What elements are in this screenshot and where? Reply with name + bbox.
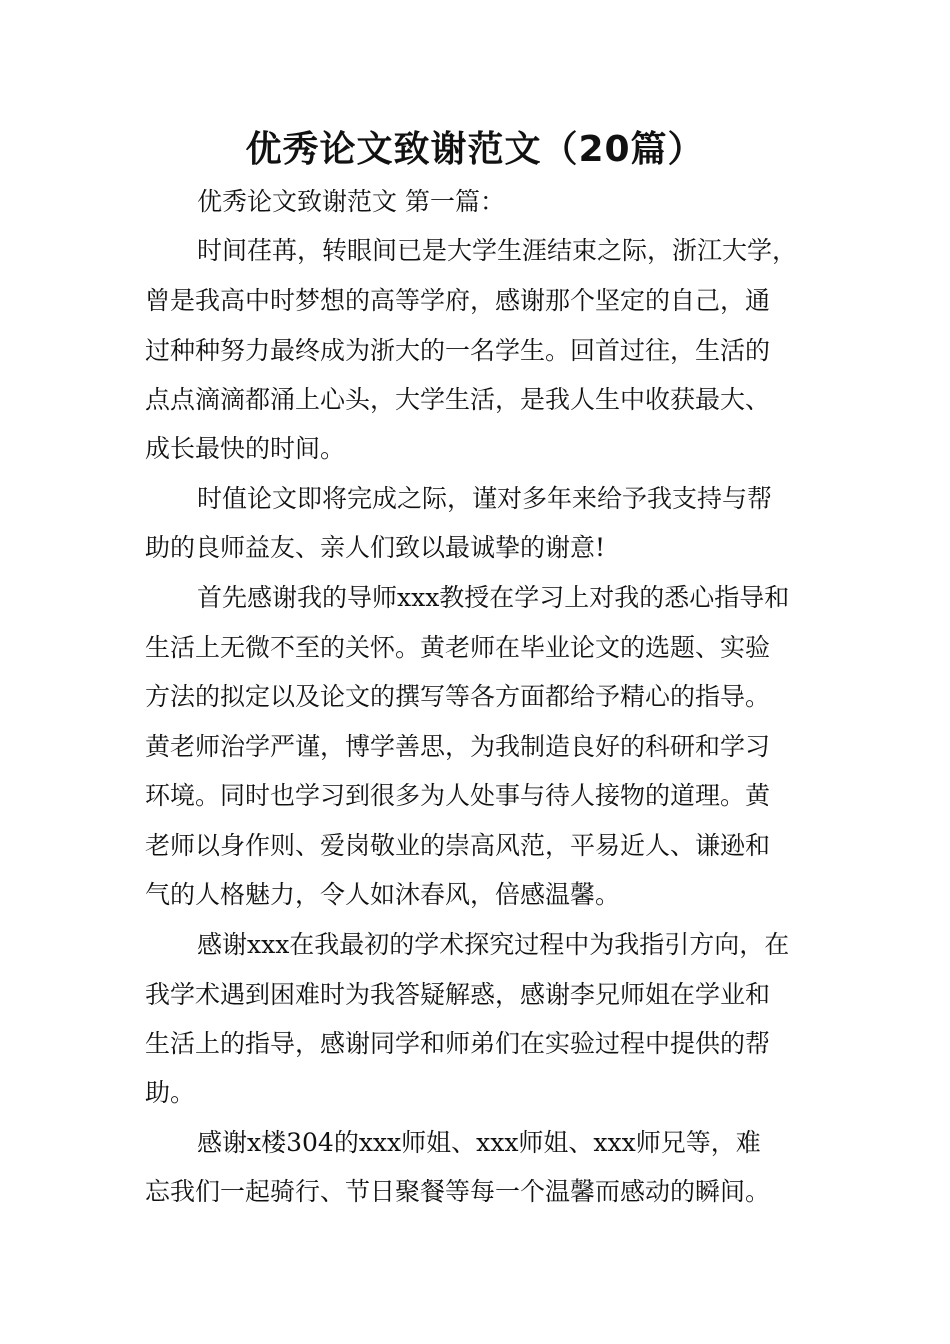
- paragraph-line: 忘我们一起骑行、节日聚餐等每一个温馨而感动的瞬间。: [145, 1177, 771, 1206]
- paragraph-line: 感谢xxx在我最初的学术探究过程中为我指引方向，在: [197, 930, 790, 959]
- paragraph-line: 环境。同时也学习到很多为人处事与待人接物的道理。黄: [145, 781, 771, 810]
- paragraph-line: 老师以身作则、爱岗敬业的崇高风范，平易近人、谦逊和: [145, 831, 771, 860]
- paragraph-line: 助的良师益友、亲人们致以最诚挚的谢意!: [145, 533, 606, 562]
- paragraph-line: 黄老师治学严谨，博学善思，为我制造良好的科研和学习: [145, 732, 771, 761]
- paragraph-line: 时间荏苒，转眼间已是大学生涯结束之际，浙江大学，: [197, 236, 798, 265]
- paragraph-line: 首先感谢我的导师xxx教授在学习上对我的悉心指导和: [197, 583, 790, 612]
- paragraph-line: 曾是我高中时梦想的高等学府，感谢那个坚定的自己，通: [145, 286, 771, 315]
- document-title: 优秀论文致谢范文（20篇）: [245, 129, 705, 170]
- paragraph-line: 过种种努力最终成为浙大的一名学生。回首过往，生活的: [145, 336, 771, 365]
- paragraph-line: 生活上无微不至的关怀。黄老师在毕业论文的选题、实验: [145, 633, 771, 662]
- paragraph-line: 成长最快的时间。: [145, 434, 346, 463]
- paragraph-line: 我学术遇到困难时为我答疑解惑，感谢李兄师姐在学业和: [145, 980, 771, 1009]
- paragraph-line: 感谢x楼304的xxx师姐、xxx师姐、xxx师兄等，难: [197, 1128, 761, 1157]
- paragraph-line: 时值论文即将完成之际，谨对多年来给予我支持与帮: [197, 484, 773, 513]
- paragraph-line: 助。: [145, 1078, 196, 1107]
- paragraph-line: 生活上的指导，感谢同学和师弟们在实验过程中提供的帮: [145, 1029, 771, 1058]
- paragraph-line: 点点滴滴都涌上心头，大学生活，是我人生中收获最大、: [145, 385, 771, 414]
- paragraph-line: 方法的拟定以及论文的撰写等各方面都给予精心的指导。: [145, 682, 771, 711]
- subheading: 优秀论文致谢范文 第一篇：: [197, 187, 505, 216]
- paragraph-line: 气的人格魅力，令人如沐春风，倍感温馨。: [145, 880, 621, 909]
